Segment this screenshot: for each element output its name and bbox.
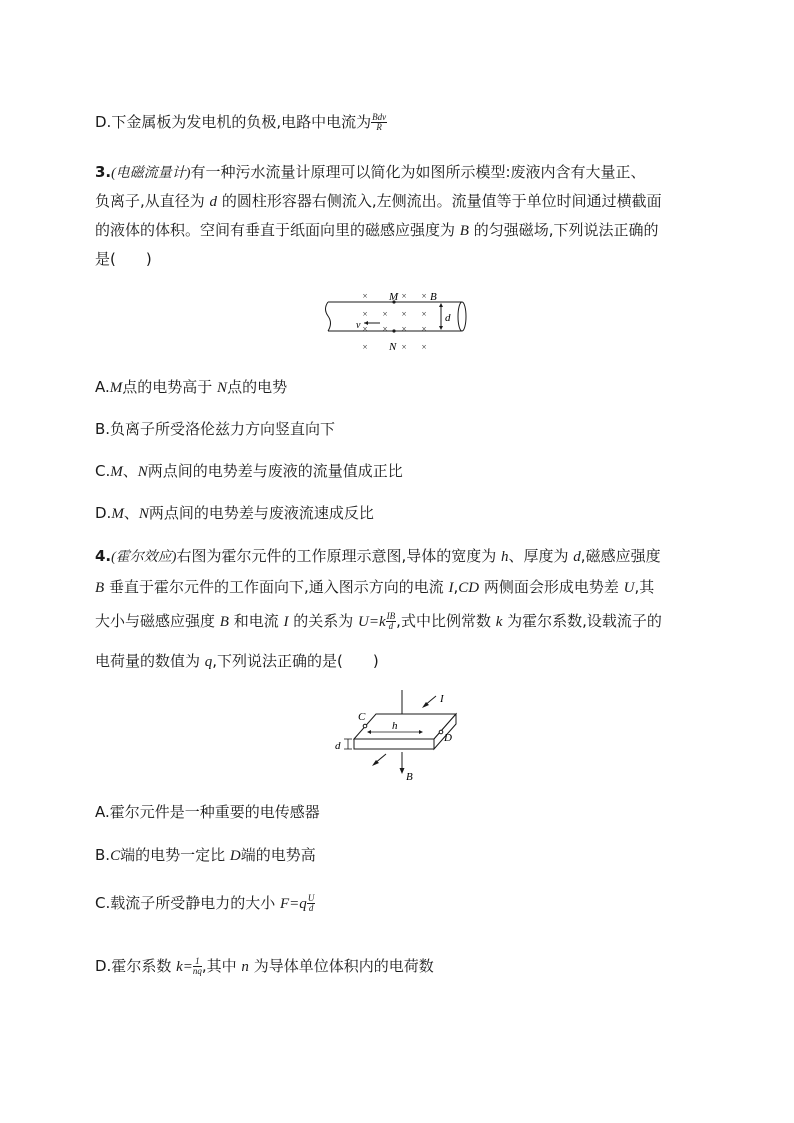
q4-stem-text: 大小与磁感应强度 <box>95 612 220 630</box>
q3-option-d <box>95 503 374 524</box>
option-letter: C. <box>95 462 111 480</box>
var-m: M <box>111 506 124 522</box>
label-c: C <box>358 711 366 723</box>
var-k: k <box>495 614 503 630</box>
var-i: I <box>448 580 454 596</box>
q4-option-a <box>95 802 320 822</box>
label-b: B <box>430 291 437 303</box>
fraction-denominator: d <box>308 903 314 913</box>
q4-option-c <box>95 893 315 914</box>
label-d: d <box>445 312 451 324</box>
q3-stem-text: 是( ) <box>95 250 152 268</box>
var-b: B <box>219 614 229 630</box>
hall-fraction <box>386 612 397 631</box>
label-d-terminal: D <box>444 732 452 744</box>
q4-stem-text: ,式中比例常数 <box>396 612 496 630</box>
var-h: h <box>501 549 509 565</box>
option-letter: D. <box>95 504 112 522</box>
option-text: 为导体单位体积内的电荷数 <box>248 957 434 975</box>
q3-option-b <box>95 419 335 439</box>
point-n <box>392 329 395 332</box>
force-fraction <box>307 894 316 913</box>
var-n: N <box>137 464 148 480</box>
q4-stem-text: 为霍尔系数,设载流子的 <box>502 612 662 630</box>
option-text: 点的电势 <box>227 378 288 396</box>
var-d: d <box>573 549 581 565</box>
label-h: h <box>392 720 398 732</box>
option-text: B.负离子所受洛伦兹力方向竖直向下 <box>95 420 336 438</box>
q4-stem-text: 和电流 <box>228 612 284 630</box>
option-text: A.霍尔元件是一种重要的电传感器 <box>95 803 320 821</box>
hall-coefficient-fraction <box>193 957 202 976</box>
option-text: 、 <box>122 462 138 480</box>
hall-element-figure <box>330 686 470 784</box>
field-cross: × <box>362 309 368 319</box>
option-text: D.霍尔系数 <box>95 957 177 975</box>
var-n: n <box>241 959 249 975</box>
option-text: 点的电势高于 <box>122 378 218 396</box>
label-b: B <box>406 771 413 783</box>
b-field-arrow <box>400 768 405 774</box>
var-cd: CD <box>458 580 480 596</box>
q4-stem-text: 右图为霍尔元件的工作原理示意图,导体的宽度为 <box>176 547 502 565</box>
label-v: v <box>356 320 361 331</box>
field-cross: × <box>362 342 368 352</box>
q4-option-d <box>95 956 434 977</box>
q4-stem-text: ,磁感应强度 <box>580 547 661 565</box>
var-n: N <box>217 380 228 396</box>
field-cross: × <box>401 324 407 334</box>
q3-stem-line-4 <box>95 249 152 269</box>
option-letter: B. <box>95 846 111 864</box>
var-b: B <box>95 580 105 596</box>
fraction-numerator: U <box>307 893 315 903</box>
field-cross: × <box>421 324 427 334</box>
option-text: 端的电势一定比 <box>120 846 230 864</box>
q4-stem-text: 的关系为 <box>288 612 359 630</box>
fraction-denominator: d <box>388 621 394 631</box>
q2-option-d-text: D.下金属板为发电机的负极,电路中电流为 <box>95 113 372 131</box>
fraction-denominator: nq <box>192 966 202 976</box>
label-i: I <box>440 693 444 705</box>
hall-coefficient-equation: k= <box>176 959 193 975</box>
label-m: M <box>389 291 399 303</box>
q3-stem-text: 有一种污水流量计原理可以简化为如图所示模型:废液内含有大量正、 <box>190 163 646 181</box>
field-cross: × <box>401 309 407 319</box>
field-cross: × <box>421 291 427 301</box>
var-i: I <box>283 614 289 630</box>
fraction-numerator: Bdv <box>372 112 387 122</box>
q4-stem-line-2 <box>95 577 654 598</box>
pipe-right-end <box>458 302 466 331</box>
q3-number: 3. <box>95 163 112 181</box>
label-d-thickness: d <box>335 740 341 752</box>
option-text: 端的电势高 <box>240 846 316 864</box>
fraction-denominator: R <box>376 122 382 132</box>
q2-option-d <box>95 112 387 132</box>
fraction-numerator: 1 <box>193 957 202 967</box>
q4-option-b <box>95 845 316 866</box>
q4-stem-text: , <box>453 578 459 596</box>
d-arrow-top <box>439 303 443 307</box>
q4-stem-text: ,其 <box>634 578 655 596</box>
q4-stem-text: 电荷量的数值为 <box>95 652 205 670</box>
var-d: d <box>209 194 218 210</box>
q3-stem-text: 的液体的体积。空间有垂直于纸面向里的磁感应强度为 <box>95 221 460 239</box>
q4-stem-line-1 <box>95 546 661 568</box>
var-n: N <box>138 506 149 522</box>
q4-stem-text: 、厚度为 <box>508 547 574 565</box>
field-cross: × <box>421 342 427 352</box>
slab-front-face <box>354 739 434 749</box>
q4-stem-line-3 <box>95 611 662 632</box>
q4-tag: (霍尔效应) <box>111 550 177 565</box>
field-cross: × <box>382 309 388 319</box>
q4-stem-line-4 <box>95 651 379 672</box>
fraction-numerator: IB <box>386 611 396 621</box>
label-n: N <box>389 341 397 353</box>
q3-stem-text: 的圆柱形容器右侧流入,左侧流出。流量值等于单位时间通过横截面 <box>217 192 662 210</box>
var-m: M <box>109 380 123 396</box>
q4-stem-text: ,下列说法正确的是( ) <box>212 652 379 670</box>
current-fraction <box>371 113 387 132</box>
terminal-c <box>363 724 367 728</box>
option-text: 、 <box>123 504 139 522</box>
flow-meter-figure <box>322 286 472 356</box>
option-letter: A. <box>95 378 110 396</box>
field-cross: × <box>362 291 368 301</box>
option-text: C.载流子所受静电力的大小 <box>95 894 281 912</box>
q4-stem-text: 垂直于霍尔元件的工作面向下,通入图示方向的电流 <box>104 578 449 596</box>
var-m: M <box>110 464 123 480</box>
terminal-d <box>439 730 443 734</box>
option-text: ,其中 <box>201 957 242 975</box>
var-q: q <box>204 654 213 670</box>
field-cross: × <box>401 291 407 301</box>
field-cross: × <box>382 324 388 334</box>
var-b: B <box>459 223 469 239</box>
var-d: D <box>229 848 241 864</box>
field-cross: × <box>362 324 368 334</box>
field-cross: × <box>421 309 427 319</box>
q3-option-a <box>95 377 287 398</box>
option-text: 两点间的电势差与废液的流量值成正比 <box>147 462 403 480</box>
pipe-left-end <box>326 302 331 331</box>
q3-stem-line-3 <box>95 220 659 241</box>
q3-option-c <box>95 461 403 482</box>
var-c: C <box>110 848 121 864</box>
hall-equation: U=k <box>358 614 386 630</box>
var-u: U <box>623 580 635 596</box>
q3-stem-text: 的匀强磁场,下列说法正确的 <box>468 221 659 239</box>
field-cross: × <box>401 342 407 352</box>
q3-stem-line-2 <box>95 191 662 212</box>
q4-stem-text: 两侧面会形成电势差 <box>479 578 624 596</box>
q4-number: 4. <box>95 547 112 565</box>
force-equation: F=q <box>280 896 307 912</box>
option-text: 两点间的电势差与废液流速成反比 <box>148 504 374 522</box>
q3-tag: (电磁流量计) <box>111 166 191 181</box>
d-arrow-bottom <box>439 326 443 330</box>
q3-stem-text: 负离子,从直径为 <box>95 192 210 210</box>
q3-stem-line-1 <box>95 162 646 184</box>
